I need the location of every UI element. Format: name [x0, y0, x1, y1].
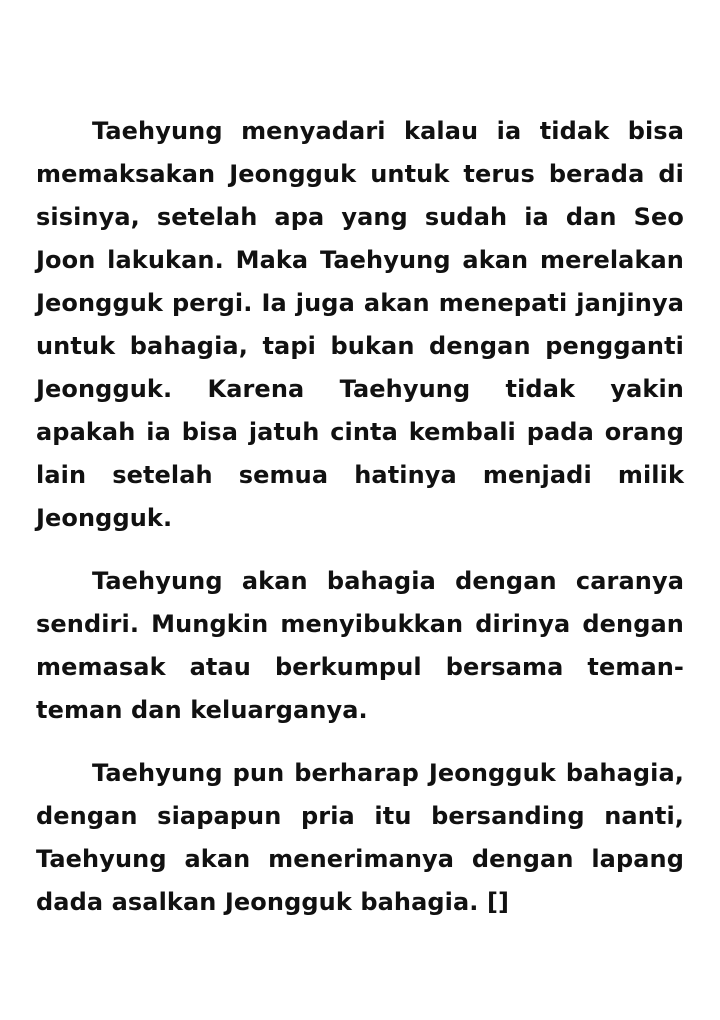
paragraph-3: Taehyung pun berharap Jeongguk bahagia, dengan siapapun pria itu bersanding nanti, Taehyung akan menerimanya dengan lapang dada asalkan Jeongguk bahagia. [] [36, 759, 684, 916]
paragraph-1: Taehyung menyadari kalau ia tidak bisa memaksakan Jeongguk untuk terus berada di sisinya, setelah apa yang sudah ia dan Seo Joon lakukan. Maka Taehyung akan merelakan Jeongguk pergi. Ia juga akan menepati janjinya untuk bahagia, tapi bukan dengan pengganti Jeongguk. Karena Taehyung tidak yakin apakah ia bisa jatuh cinta kembali pada orang lain setelah semua hatinya menjadi milik Jeongguk. [36, 117, 684, 532]
paragraph-2: Taehyung akan bahagia dengan caranya sendiri. Mungkin menyibukkan dirinya dengan memasak atau berkumpul bersama teman-teman dan keluarganya. [36, 567, 684, 724]
